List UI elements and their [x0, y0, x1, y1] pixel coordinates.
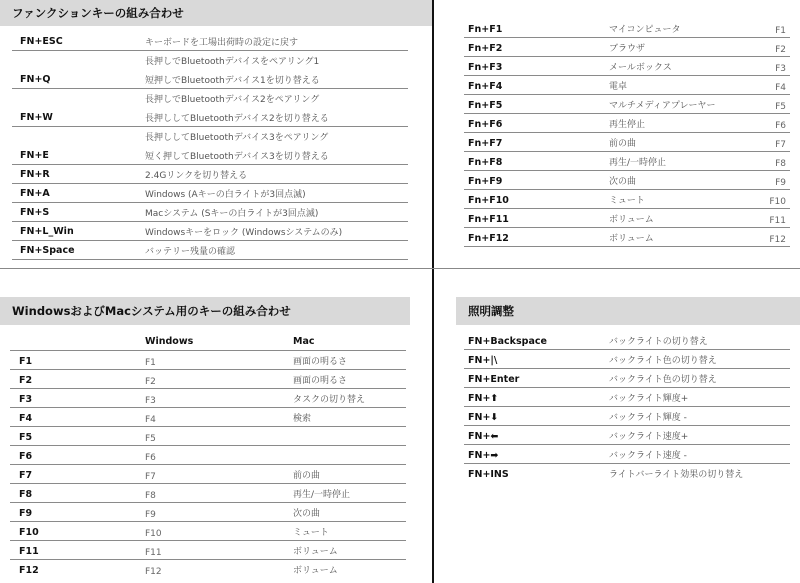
shortcut-key: Fn+F8	[468, 157, 503, 168]
mac-function: ボリューム	[293, 566, 338, 576]
table-row	[12, 241, 408, 260]
table-row	[12, 222, 408, 241]
table-row	[464, 369, 790, 388]
function-key-label: F11	[769, 216, 786, 226]
table-row	[464, 407, 790, 426]
table-row	[10, 370, 406, 389]
shortcut-description: バッテリー残量の確認	[145, 247, 236, 257]
winmac-title: WindowsおよびMacシステム用のキーの組み合わせ	[12, 304, 291, 318]
shortcut-description: マイコンピュータ	[609, 25, 681, 35]
function-key-label: F6	[775, 121, 786, 131]
mac-function: 画面の明るさ	[293, 376, 348, 386]
shortcut-description: 再生/一時停止	[609, 158, 667, 168]
table-row	[464, 38, 790, 57]
shortcut-description: ライトバーライト効果の切り替え	[609, 470, 744, 480]
shortcut-description: Windowsキーをロック (Windowsシステムのみ)	[145, 228, 343, 238]
shortcut-description: バックライト輝度+	[609, 394, 689, 404]
shortcut-key: FN+INS	[468, 469, 509, 480]
shortcut-description: キーボードを工場出荷時の設定に戻す	[145, 38, 299, 48]
shortcut-key: F4	[19, 413, 33, 424]
shortcut-key: Fn+F9	[468, 176, 503, 187]
function-key-label: F7	[775, 140, 786, 150]
shortcut-key: FN+E	[20, 150, 49, 161]
table-row	[10, 389, 406, 408]
mac-function: 画面の明るさ	[293, 357, 348, 367]
shortcut-key: Fn+F4	[468, 81, 503, 92]
function-keys-title: ファンクションキーの組み合わせ	[12, 6, 184, 20]
function-keys-header	[0, 0, 432, 26]
shortcut-description: 短く押してBluetoothデバイス3を切り替える	[145, 152, 329, 162]
function-key-label: F5	[775, 102, 786, 112]
shortcut-description: 2.4Gリンクを切り替える	[145, 171, 248, 181]
shortcut-key: Fn+F7	[468, 138, 503, 149]
shortcut-key: Fn+F12	[468, 233, 509, 244]
shortcut-key: F6	[19, 451, 33, 462]
table-row	[12, 165, 408, 184]
shortcut-key: F7	[19, 470, 33, 481]
windows-function: F8	[145, 491, 156, 501]
shortcut-key: FN+L_Win	[20, 226, 74, 237]
col-header-windows: Windows	[145, 336, 194, 347]
shortcut-description: バックライト速度 -	[609, 451, 687, 461]
shortcut-key: FN+➡	[468, 450, 499, 461]
shortcut-key: Fn+F3	[468, 62, 503, 73]
table-row	[464, 350, 790, 369]
function-keys-panel	[0, 0, 432, 268]
row-separator	[12, 259, 408, 260]
shortcut-description: 長押ししてBluetoothデバイス2を切り替える	[145, 114, 329, 124]
table-row	[10, 541, 406, 560]
table-row	[12, 89, 408, 127]
windows-function: F1	[145, 358, 156, 368]
media-keys-panel	[434, 0, 800, 268]
table-row	[10, 522, 406, 541]
shortcut-key: FN+A	[20, 188, 50, 199]
shortcut-description: ミュート	[609, 196, 645, 206]
table-row	[464, 445, 790, 464]
shortcut-description: メールボックス	[609, 63, 672, 73]
shortcut-key: FN+⬅	[468, 431, 499, 442]
shortcut-description: 長押しでBluetoothデバイスをペアリング1	[145, 57, 320, 67]
windows-function: F6	[145, 453, 156, 463]
function-key-label: F1	[775, 26, 786, 36]
table-row	[464, 426, 790, 445]
shortcut-description: 短押しでBluetoothデバイス1を切り替える	[145, 76, 320, 86]
table-row	[464, 190, 790, 209]
shortcut-key: FN+R	[20, 169, 50, 180]
shortcut-description: 次の曲	[609, 177, 637, 187]
shortcut-key: Fn+F2	[468, 43, 503, 54]
col-header-mac: Mac	[293, 336, 315, 347]
windows-function: F12	[145, 567, 162, 577]
table-row	[10, 484, 406, 503]
mac-function: 再生/一時停止	[293, 490, 351, 500]
shortcut-key: Fn+F6	[468, 119, 503, 130]
shortcut-key: FN+S	[20, 207, 50, 218]
shortcut-key: F9	[19, 508, 33, 519]
shortcut-key: F10	[19, 527, 39, 538]
shortcut-key: FN+Backspace	[468, 336, 547, 347]
shortcut-key: FN+Q	[20, 74, 51, 85]
shortcut-description: バックライト輝度 -	[609, 413, 687, 423]
shortcut-key: Fn+F11	[468, 214, 509, 225]
table-row	[464, 152, 790, 171]
table-row	[10, 560, 406, 579]
shortcut-description: ブラウザ	[609, 44, 646, 54]
shortcut-description: 電卓	[609, 82, 628, 92]
shortcut-description: バックライト色の切り替え	[609, 356, 717, 366]
mac-function: タスクの切り替え	[293, 395, 366, 405]
shortcut-key: Fn+F5	[468, 100, 503, 111]
table-row	[10, 427, 406, 446]
mac-function: 前の曲	[293, 471, 321, 481]
windows-function: F5	[145, 434, 156, 444]
function-key-label: F8	[775, 159, 786, 169]
table-row	[464, 95, 790, 114]
shortcut-key: FN+Enter	[468, 374, 520, 385]
table-row	[464, 171, 790, 190]
table-row	[12, 184, 408, 203]
function-key-label: F3	[775, 64, 786, 74]
shortcut-key: F3	[19, 394, 33, 405]
lighting-panel	[434, 269, 800, 583]
shortcut-key: FN+Space	[20, 245, 75, 256]
shortcut-description: 前の曲	[609, 139, 637, 149]
shortcut-description: 長押ししてBluetoothデバイス3をペアリング	[145, 133, 329, 143]
shortcut-key: F8	[19, 489, 33, 500]
windows-function: F11	[145, 548, 162, 558]
table-row	[464, 388, 790, 407]
table-row	[464, 331, 790, 350]
table-row	[464, 464, 790, 483]
function-key-label: F4	[775, 83, 786, 93]
shortcut-description: Macシステム (Sキーの白ライトが3回点滅)	[145, 209, 319, 219]
windows-function: F9	[145, 510, 156, 520]
table-row	[12, 51, 408, 89]
function-key-label: F10	[769, 197, 786, 207]
function-key-label: F9	[775, 178, 786, 188]
row-separator	[464, 246, 790, 247]
mac-function: ミュート	[293, 528, 329, 538]
table-row	[12, 203, 408, 222]
function-key-label: F12	[769, 235, 786, 245]
windows-function: F3	[145, 396, 156, 406]
shortcut-description: バックライト速度+	[609, 432, 689, 442]
shortcut-key: FN+W	[20, 112, 53, 123]
table-row	[464, 76, 790, 95]
table-row	[12, 32, 408, 51]
table-row	[464, 57, 790, 76]
mac-function: ボリューム	[293, 547, 338, 557]
windows-function: F2	[145, 377, 156, 387]
shortcut-key: F1	[19, 356, 33, 367]
shortcut-description: 長押しでBluetoothデバイス2をペアリング	[145, 95, 320, 105]
table-row	[12, 127, 408, 165]
shortcut-description: 再生停止	[609, 120, 646, 130]
lighting-header	[456, 297, 800, 325]
shortcut-description: バックライト色の切り替え	[609, 375, 717, 385]
mac-function: 検索	[293, 414, 312, 424]
shortcut-description: マルチメディアプレーヤー	[609, 101, 716, 111]
table-row	[464, 228, 790, 247]
winmac-header	[0, 297, 410, 325]
shortcut-key: F11	[19, 546, 39, 557]
shortcut-key: FN+⬆	[468, 393, 499, 404]
table-row	[464, 133, 790, 152]
windows-function: F4	[145, 415, 156, 425]
table-row	[10, 351, 406, 370]
table-row	[10, 446, 406, 465]
windows-function: F7	[145, 472, 156, 482]
shortcut-description: バックライトの切り替え	[609, 337, 708, 347]
table-row	[464, 19, 790, 38]
shortcut-key: F12	[19, 565, 39, 576]
shortcut-key: F2	[19, 375, 33, 386]
table-row	[10, 503, 406, 522]
shortcut-key: FN+|\	[468, 355, 498, 366]
shortcut-key: FN+ESC	[20, 36, 63, 47]
winmac-panel	[0, 269, 432, 583]
shortcut-description: ボリューム	[609, 234, 654, 244]
shortcut-description: ボリューム	[609, 215, 654, 225]
table-row	[464, 209, 790, 228]
shortcut-key: FN+⬇	[468, 412, 499, 423]
mac-function: 次の曲	[293, 509, 321, 519]
function-key-label: F2	[775, 45, 786, 55]
shortcut-key: Fn+F10	[468, 195, 509, 206]
shortcut-key: F5	[19, 432, 33, 443]
windows-function: F10	[145, 529, 162, 539]
table-row	[10, 465, 406, 484]
lighting-title: 照明調整	[468, 304, 514, 318]
shortcut-description: Windows (Aキーの白ライトが3回点滅)	[145, 190, 306, 200]
shortcut-key: Fn+F1	[468, 24, 503, 35]
table-row	[10, 408, 406, 427]
table-row	[464, 114, 790, 133]
